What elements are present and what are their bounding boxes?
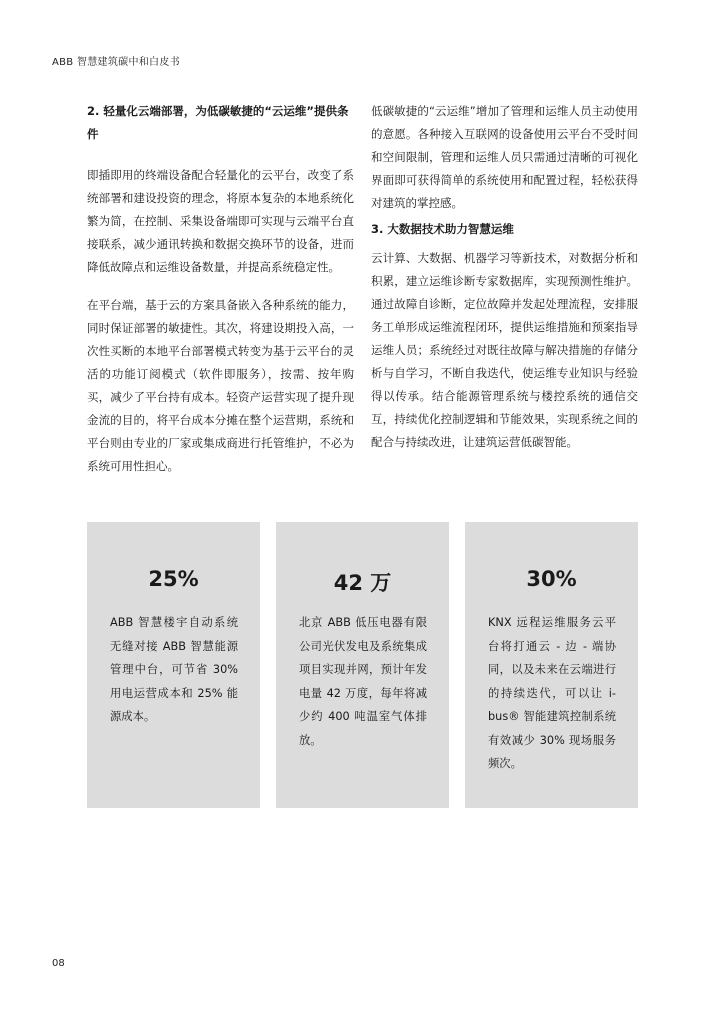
stat-card-30-percent [465, 522, 638, 808]
page-number: 08 [52, 958, 65, 969]
paragraph-big-data: 云计算、大数据、机器学习等新技术，对数据分析和积累，建立运维诊断专家数据库，实现预测性维护。通过故障自诊断，定位故障并发起处理流程，安排服务工单形成运维流程闭环，提供运维措施和预案指导运维人员；系统经过对既往故障与解决措施的存储分析与自学习，不断自我迭代，使运维专业知识与经验得以传承。结合能源管理系统与楼控系统的通信交互，持续优化控制逻辑和节能效果，实现系统之间的配合与持续改进，让建筑运营低碳智能。 [371, 251, 638, 449]
section-heading-big-data: 3. 大数据技术助力智慧运维 [371, 222, 514, 236]
right-column [371, 100, 638, 454]
left-column [87, 100, 354, 478]
stat-description: KNX 远程运维服务云平台将打通云 - 边 - 端协同，以及未来在云端进行的持续迭代，可以让 i-bus® 智能建筑控制系统有效减少 30% 现场服务频次。 [488, 616, 616, 770]
stat-card-25-percent [87, 522, 260, 808]
stat-value: 30% [526, 567, 577, 591]
section-heading-cloud-deployment: 2. 轻量化云端部署，为低碳敏捷的“云运维”提供条件 [87, 104, 349, 141]
paragraph-cloud-ops: 低碳敏捷的“云运维”增加了管理和运维人员主动使用的意愿。各种接入互联网的设备使用云平台不受时间和空间限制，管理和运维人员只需通过清晰的可视化界面即可获得简单的系统使用和配置过程，轻松获得对建筑的掌控感。 [371, 104, 638, 210]
stat-description: ABB 智慧楼宇自动系统无缝对接 ABB 智慧能源管理中台，可节省 30% 用电运营成本和 25% 能源成本。 [110, 616, 238, 723]
paragraph-plug-and-play: 即插即用的终端设备配合轻量化的云平台，改变了系统部署和建设投资的理念，将原本复杂的本地系统化繁为简，在控制、采集设备端即可实现与云端平台直接联系，减少通讯转换和数据交换环节的设备，进而降低故障点和运维设备数量，并提高系统稳定性。 [87, 168, 354, 274]
paragraph-platform: 在平台端，基于云的方案具备嵌入各种系统的能力，同时保证部署的敏捷性。其次，将建设期投入高，一次性买断的本地平台部署模式转变为基于云平台的灵活的功能订阅模式（软件即服务），按需、按年购买，减少了平台持有成本。轻资产运营实现了提升现金流的目的，将平台成本分摊在整个运营期，系统和平台则由专业的厂家或集成商进行托管维护，不必为系统可用性担心。 [87, 298, 354, 473]
document-header: ABB 智慧建筑碳中和白皮书 [52, 57, 180, 68]
stat-card-420k [276, 522, 449, 808]
stat-description: 北京 ABB 低压电器有限公司光伏发电及系统集成项目实现并网，预计年发电量 42 万度，每年将减少约 400 吨温室气体排放。 [299, 616, 427, 747]
stat-value: 42 万 [333, 571, 392, 595]
stat-value: 25% [148, 567, 199, 591]
